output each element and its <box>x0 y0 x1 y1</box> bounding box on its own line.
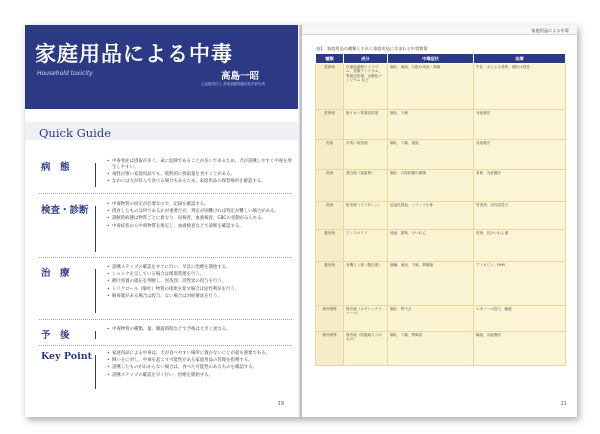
list-item: • 中毒発症は摂取が多く、命に危険であることが多いであるため、犬が誤嚥しやすく中毒を発生しやすい。 <box>107 159 292 171</box>
category-cell: 保冷剤等 <box>316 306 344 332</box>
symptom-cell: 嘔吐、流涎、口腔の炎症・潰瘍 <box>388 64 474 110</box>
column-header: 種類 <box>316 54 344 64</box>
symptom-cell: 溶血性貧血、ハインツ小体 <box>388 202 474 230</box>
section-diagnosis <box>25 202 300 252</box>
table-row <box>316 262 566 306</box>
symptom-cell: 嘔吐、口腔粘膜の損傷 <box>388 170 474 202</box>
section-title: 予 後 <box>41 330 70 341</box>
section-divider-line <box>95 269 99 313</box>
section-title: 病 態 <box>41 162 70 173</box>
table-row <box>316 110 566 140</box>
section-separator <box>39 319 292 320</box>
category-cell: 殺虫剤 <box>316 262 344 306</box>
list-item: • 中毒物質の同定が必要なので、記録を確認する。 <box>107 202 292 208</box>
treatment-cell: 胃洗浄、活性炭投与 <box>474 202 566 230</box>
table-row <box>316 332 566 366</box>
category-cell: 洗剤 <box>316 170 344 202</box>
section-pathology <box>25 159 300 187</box>
table-row <box>316 170 566 202</box>
substance-cell: 保冷剤（エチレングリコール） <box>344 306 388 332</box>
table-row <box>316 202 566 230</box>
list-item: • 誤嚥ステップの確認をすぐに行い、早急に治療を開始する。 <box>107 265 292 271</box>
substance-cell: 陰イオン界面活性剤 <box>344 110 388 140</box>
section-divider-line <box>95 331 99 339</box>
page-number-left: 19 <box>277 401 284 407</box>
symptom-cell: 嘔吐、下痢 <box>388 110 474 140</box>
substance-cell: 手洗い用洗剤 <box>344 140 388 170</box>
right-page <box>302 25 577 417</box>
author-name: 高島一昭 <box>221 71 260 82</box>
symptom-cell: 嘔吐、下痢、流涎 <box>388 140 474 170</box>
substance-cell: ピレスロイド <box>344 230 388 262</box>
section-divider-line <box>95 206 99 252</box>
list-item: • 診断的病態は物質ごとに異なり、尿検査、血液検査、CBCの変動がみられる。 <box>107 216 292 222</box>
treatment-cell: 希釈、対症療法 <box>474 170 566 202</box>
category-cell: 洗剤 <box>316 140 344 170</box>
list-item: • 解毒薬がある場合は投与、ない場合は対症療法を行う。 <box>107 294 292 300</box>
list-item: • 飼い主に対し、中毒を起こす可能性がある家庭用品の管理を指導する。 <box>107 358 292 364</box>
book-spread <box>25 25 577 417</box>
table-title: 表1 家庭用品の種類とそれら家庭用品に含まれる中毒物質 <box>316 46 428 51</box>
column-header: 中毒症状 <box>388 54 474 64</box>
table-row <box>316 64 566 110</box>
substance-cell: 保冷剤（防腐剤入りのもの） <box>344 332 388 366</box>
left-page <box>25 25 300 417</box>
list-item: • 催吐処置の適応を判断し、胃洗浄、活性炭の投与を行う。 <box>107 279 292 285</box>
list-item: • 中毒症状から中毒物質を推定し、血液検査などで診断を確認する。 <box>107 224 292 230</box>
category-cell: 洗浄剤 <box>316 64 344 110</box>
table-row <box>316 306 566 332</box>
list-item: • 誤嚥したものがわからない場合は、食べた可能性のあるものを確認する。 <box>107 365 292 371</box>
title-band <box>25 25 300 109</box>
section-key-point <box>25 351 300 389</box>
category-cell: 洗浄剤 <box>316 110 344 140</box>
author-affiliation: 公益財団法人 鳥取県動物臨床医学研究所 <box>201 82 266 86</box>
table-header-row <box>316 54 566 64</box>
substance-cell: 漂白剤（塩素系） <box>344 170 388 202</box>
section-divider-line <box>95 163 99 187</box>
toxicity-table <box>315 53 566 366</box>
section-separator <box>39 345 292 346</box>
substance-cell: 防虫剤（ナフタレン） <box>344 202 388 230</box>
quick-guide-title: Quick Guide <box>39 126 112 140</box>
section-prognosis <box>25 327 300 339</box>
table-row <box>316 230 566 262</box>
column-header: 治療 <box>474 54 566 64</box>
chapter-title: 家庭用品による中毒 <box>35 41 233 66</box>
section-separator <box>39 257 292 258</box>
treatment-cell: 洗浄、抗けいれん薬 <box>474 230 566 262</box>
english-subtitle: Household toxicity <box>37 70 93 77</box>
symptom-cell: 流涎、振戦、けいれん <box>388 230 474 262</box>
symptom-cell: 嘔吐、腎不全 <box>388 306 474 332</box>
section-treatment <box>25 265 300 313</box>
table-row <box>316 140 566 170</box>
treatment-cell: 対症療法 <box>474 110 566 140</box>
list-item: • 摂食したものは何であるかが重要だが、判定が困難ければ特定が難しい場合がある。 <box>107 209 292 215</box>
section-title: 検査・診断 <box>41 205 89 216</box>
symptom-cell: 嘔吐、下痢、腎障害 <box>388 332 474 366</box>
list-item: • トリクロール（嘔吐）物質の排泄を促す場合は尿性利尿を行う。 <box>107 287 292 293</box>
page-number-right: 21 <box>560 401 567 407</box>
treatment-cell: 対症療法 <box>474 140 566 170</box>
symptom-cell: 縮瞳、流涎、下痢、筋攣縮 <box>388 262 474 306</box>
section-divider-line <box>95 355 99 389</box>
list-item: • なかには犬が好んで食べる場合もあるため、家庭用品の保管場所を確認する。 <box>107 179 292 185</box>
list-item: • 中毒物質の種類、量、曝露時間などで予後は大きく異なる。 <box>107 327 292 333</box>
list-item: • 毒性が強い家庭用品でも、純粋的に摂取量を食すことがある。 <box>107 172 292 178</box>
list-item: • 家庭用品による中毒は、犬が食べやすい場所に置かないことが最も重要である。 <box>107 351 292 357</box>
substance-cell: 次亜塩素酸ナトリウム、炭酸ナトリウム、界面活性剤、水酸化ナトリウム など <box>344 64 388 110</box>
column-header: 成分 <box>344 54 388 64</box>
running-head: 家庭用品による中毒 <box>531 28 569 33</box>
treatment-cell: アトロピン、PAM <box>474 262 566 306</box>
treatment-cell: 牛乳・水による希釈、催吐は禁忌 <box>474 64 566 110</box>
list-item: • ショックを呈している場合は循環管理を行う。 <box>107 272 292 278</box>
category-cell: 洗剤 <box>316 202 344 230</box>
category-cell: 殺虫剤 <box>316 230 344 262</box>
section-title: 治 療 <box>41 268 70 279</box>
list-item: • 誤嚥ステップの確認を早く行い、治療を開始する。 <box>107 373 292 379</box>
section-title: Key Point <box>41 351 93 362</box>
treatment-cell: 輸液、対症療法 <box>474 332 566 366</box>
section-separator <box>39 193 292 194</box>
treatment-cell: エタノール投与、輸液 <box>474 306 566 332</box>
category-cell: 保冷剤等 <box>316 332 344 366</box>
substance-cell: 有機リン剤（殺虫剤） <box>344 262 388 306</box>
